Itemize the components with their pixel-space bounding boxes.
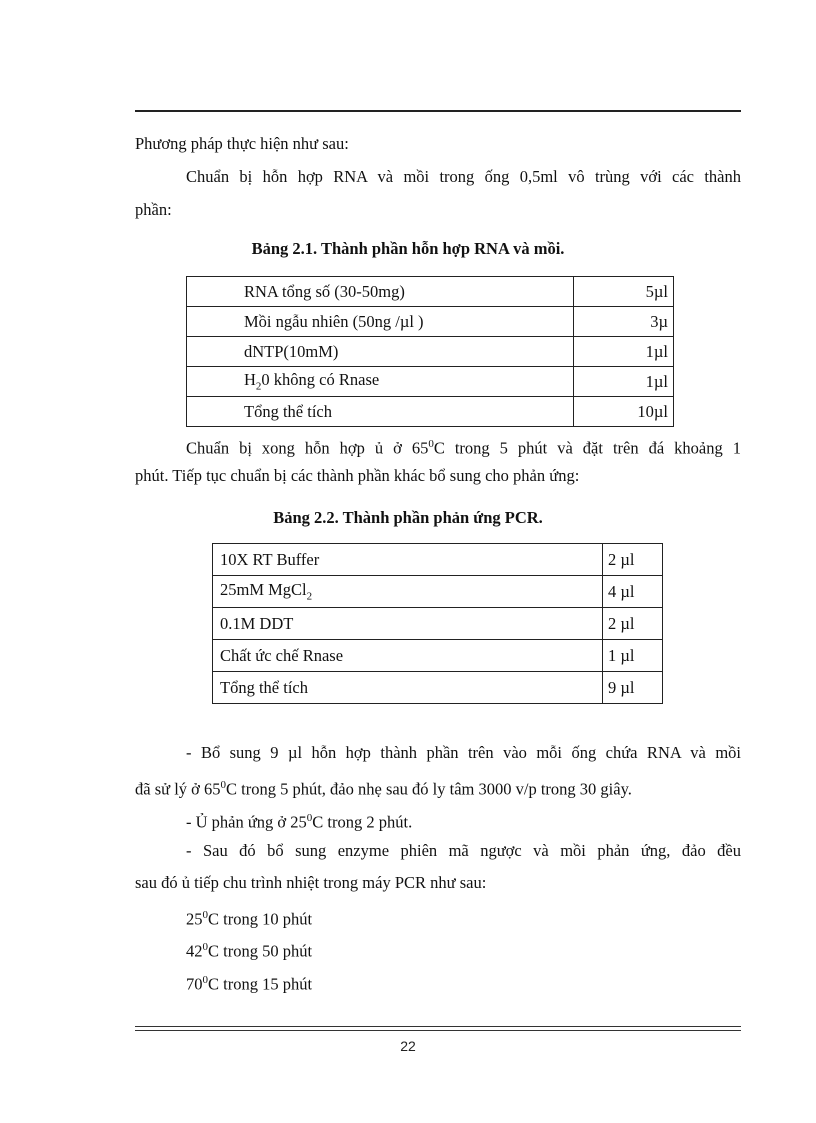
prep-text-line2: phần: (135, 200, 172, 219)
table-row (213, 576, 663, 608)
step2-line: - Ủ phản ứng ở $25^0C$ trong 2 phút. (186, 812, 413, 832)
table-cell-value: 10µl (574, 397, 674, 427)
header-rule (135, 110, 741, 112)
pcr-reaction-table (212, 543, 663, 704)
step3-line1: - Sau đó bổ sung enzyme phiên mã ngược và mồi phản ứng, đảo đều (186, 841, 741, 860)
prep-text-line1: Chuẩn bị hỗn hợp RNA và mồi trong ống 0,5ml vô trùng với các thành (186, 167, 741, 186)
table-row (213, 640, 663, 672)
table-cell-name: Tổng thể tích (213, 672, 603, 704)
table-cell-name: 25mM MgCl$_2$ (213, 576, 603, 608)
footer-rule (135, 1026, 741, 1031)
intro-text: Phương pháp thực hiện như sau: (135, 134, 349, 153)
table-cell-value: 9 µl (603, 672, 663, 704)
table-row (187, 367, 674, 397)
page-number: 22 (400, 1038, 416, 1054)
rna-primer-table (186, 276, 674, 427)
table1-caption: Bảng 2.1. Thành phần hỗn hợp RNA và mồi. (251, 239, 565, 258)
table2-caption: Bảng 2.2. Thành phần phản ứng PCR. (273, 508, 543, 527)
table-cell-name: Tổng thể tích (187, 397, 574, 427)
table-row (187, 337, 674, 367)
cycle-step: $25^0C$ trong 10 phút (186, 909, 313, 929)
table-cell-value: 3µ (574, 307, 674, 337)
table-cell-name: dNTP(10mM) (187, 337, 574, 367)
cycle-step: $70^0C$ trong 15 phút (186, 974, 313, 994)
table-cell-name: $H_20$ không có Rnase (187, 367, 574, 397)
table-row (213, 608, 663, 640)
step1-line2: đã sử lý ở $65^0C$ trong 5 phút, đảo nhẹ sau đó ly tâm 3000 v/p trong 30 giây. (135, 779, 632, 799)
table-row (187, 277, 674, 307)
table-row (187, 307, 674, 337)
incubation-text-line1: Chuẩn bị xong hỗn hợp ủ ở $65^0C$ trong 5 phút và đặt trên đá khoảng 1 (186, 438, 741, 458)
table-cell-name: 10X RT Buffer (213, 544, 603, 576)
cycle-step: $42^0C$ trong 50 phút (186, 941, 313, 961)
table-row (213, 672, 663, 704)
table-cell-name: Mồi ngẫu nhiên (50ng /µl ) (187, 307, 574, 337)
table-cell-value: 2 µl (603, 544, 663, 576)
table-cell-value: 1 µl (603, 640, 663, 672)
table-cell-name: RNA tổng số (30-50mg) (187, 277, 574, 307)
table-cell-name: Chất ức chế Rnase (213, 640, 603, 672)
table-row (213, 544, 663, 576)
table-cell-value: 1µl (574, 367, 674, 397)
table-cell-value: 5µl (574, 277, 674, 307)
step3-line2: sau đó ủ tiếp chu trình nhiệt trong máy PCR như sau: (135, 873, 487, 892)
step1-line1: - Bổ sung 9 µl hỗn hợp thành phần trên vào mỗi ống chứa RNA và mồi (186, 743, 741, 762)
table-cell-value: 4 µl (603, 576, 663, 608)
table-cell-value: 2 µl (603, 608, 663, 640)
table-cell-name: 0.1M DDT (213, 608, 603, 640)
incubation-text-line2: phút. Tiếp tục chuẩn bị các thành phần khác bổ sung cho phản ứng: (135, 466, 580, 485)
table-row (187, 397, 674, 427)
table-cell-value: 1µl (574, 337, 674, 367)
